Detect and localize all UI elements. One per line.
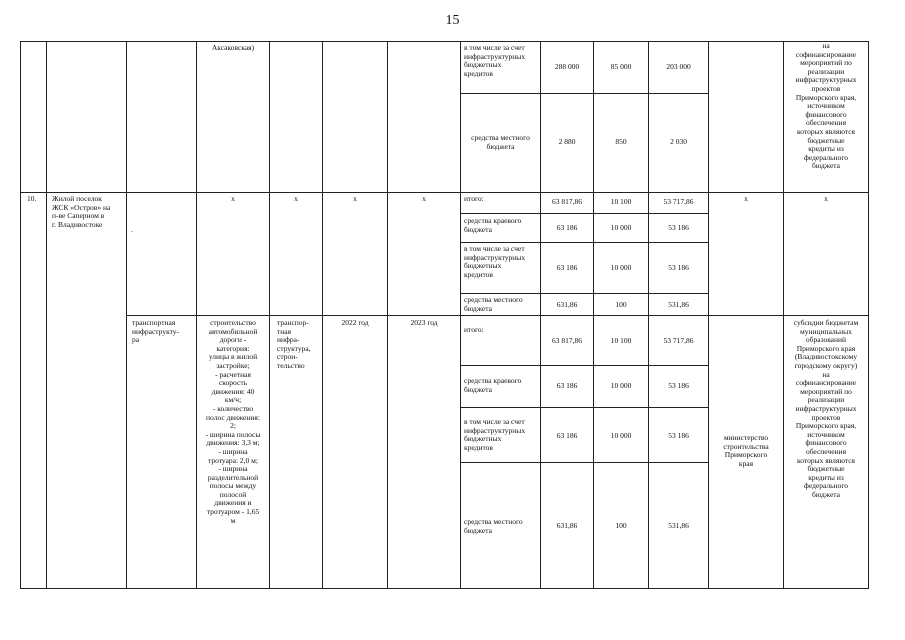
- sub-local-label: средства местного бюджета: [464, 517, 523, 535]
- grid-line: [460, 93, 709, 94]
- row10-local-2023: 531,86: [668, 300, 689, 309]
- row10-x4: х: [231, 194, 235, 203]
- sub-total-total: 63 817,86: [552, 336, 582, 345]
- row10-local-total: 631,86: [556, 300, 578, 309]
- sub-investment-2023: 53 186: [668, 431, 689, 440]
- grid-line: [126, 315, 869, 316]
- grid-line: [460, 407, 709, 408]
- cont-local-2022: 850: [615, 137, 627, 146]
- sub-investment-label: в том числе за счет инфраструктурных бюджетных кредитов: [464, 417, 526, 452]
- row10-x5: х: [294, 194, 298, 203]
- row10-x7: х: [422, 194, 426, 203]
- sub-category: транспортная инфраструкту- ра: [132, 318, 180, 345]
- row10-local-2022: 100: [615, 300, 627, 309]
- grid-line: [460, 365, 709, 366]
- cont-local-label: средства местного бюджета: [471, 133, 530, 151]
- grid-line: [460, 242, 709, 243]
- row10-investment-total: 63 186: [556, 263, 578, 272]
- row10-investment-2023: 53 186: [668, 263, 689, 272]
- row10-investment-label: в том числе за счет инфраструктурных бюджетных кредитов: [464, 244, 526, 279]
- sub-regional-total: 63 186: [556, 381, 578, 390]
- cont-investment-total: 288 000: [554, 62, 580, 71]
- sub-total-2022: 10 100: [610, 336, 632, 345]
- row10-total-2022: 10 100: [610, 197, 632, 206]
- sub-local-2023: 531,86: [668, 521, 689, 530]
- row10-x11: х: [744, 194, 748, 203]
- sub-investment-2022: 10 000: [610, 431, 632, 440]
- page-number: 15: [445, 13, 460, 28]
- sub-start-year: 2022 год: [341, 318, 369, 327]
- row10-investment-2022: 10 000: [610, 263, 632, 272]
- row10-regional-2023: 53 186: [668, 223, 689, 232]
- sub-note: субсидии бюджетам муниципальных образований Приморского края (Владивостокскому городскому округу) на софинансирование мероприятий по реализации инфраструктурных проектов Приморского края, источником финансового обеспечения которых являются бюджетные кредиты из федерального бюджета: [793, 318, 859, 499]
- sub-local-total: 631,86: [556, 521, 578, 530]
- sub-total-2023: 53 717,86: [663, 336, 694, 345]
- grid-line: [460, 213, 709, 214]
- row10-regional-total: 63 186: [556, 223, 578, 232]
- row10-x6: х: [353, 194, 357, 203]
- sub-end-year: 2023 год: [410, 318, 438, 327]
- sub-local-2022: 100: [615, 521, 627, 530]
- cont-note: на софинансирование мероприятий по реализации инфраструктурных проектов Приморского края, источником финансового обеспечения которых являются бюджетные кредиты из федерального бюджета: [795, 41, 857, 171]
- grid-line: [460, 462, 709, 463]
- sub-executor: министерство строительства Приморского края: [723, 433, 769, 468]
- cont-local-2023: 2 030: [670, 137, 687, 146]
- row10-dot: .: [131, 225, 133, 234]
- row10-number: 10.: [27, 194, 37, 203]
- row10-regional-2022: 10 000: [610, 223, 632, 232]
- cont-investment-2023: 203 000: [666, 62, 691, 71]
- sub-investment-total: 63 186: [556, 431, 578, 440]
- grid-line: [20, 192, 869, 193]
- sub-total-label: итого:: [464, 325, 484, 334]
- grid-line: [460, 293, 709, 294]
- row10-total-label: итого:: [464, 194, 484, 203]
- row10-total-total: 63 817,86: [552, 197, 582, 206]
- grid-line: [46, 41, 47, 588]
- grid-line: [20, 41, 21, 588]
- cont-investment-label: в том числе за счет инфраструктурных бюджетных кредитов: [464, 43, 526, 78]
- row10-regional-label: средства краевого бюджета: [464, 216, 522, 234]
- sub-regional-label: средства краевого бюджета: [464, 376, 522, 394]
- cont-local-total: 2 880: [558, 137, 576, 146]
- sub-type: транспор- тная инфра- структура, строи- тельство: [277, 318, 311, 370]
- sub-regional-2023: 53 186: [668, 381, 689, 390]
- grid-line: [20, 41, 869, 42]
- sub-regional-2022: 10 000: [610, 381, 632, 390]
- cont-col4-tail: Аксаковская): [211, 43, 255, 52]
- cont-investment-2022: 85 000: [610, 62, 632, 71]
- sub-description: строительство автомобильной дороги - категория: улицы в жилой застройке; - расчетная скорость движения: 40 км/ч; - количество полос движения: 2; - ширина полосы движения: 3,3 м; - ширина тротуара: 2,0 м; - ширина разделительной полосы между полосой движения и тротуаром - 1,65 м: [205, 318, 261, 525]
- grid-line: [20, 588, 869, 589]
- row10-x12: х: [824, 194, 828, 203]
- row10-total-2023: 53 717,86: [663, 197, 694, 206]
- row10-object-name: Жилой поселок ЖСК «Остров» на п-ве Саперном в г. Владивостоке: [52, 194, 111, 229]
- row10-local-label: средства местного бюджета: [464, 295, 523, 313]
